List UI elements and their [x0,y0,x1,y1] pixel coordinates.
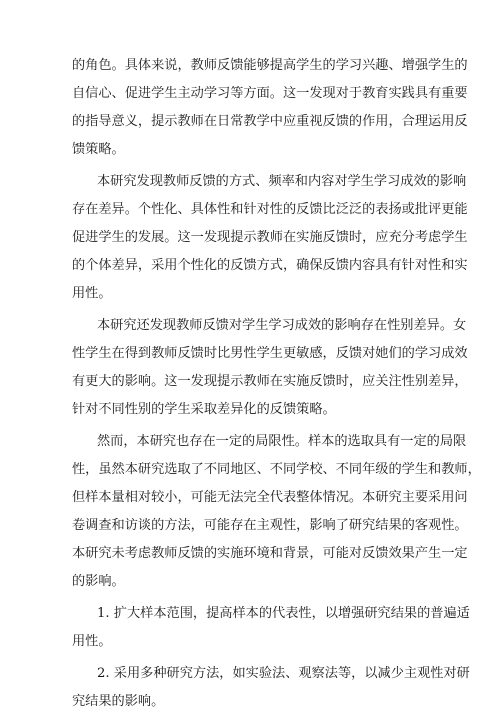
text-line: 的指导意义，提示教师在日常教学中应重视反馈的作用，合理运用反 [72,114,468,129]
text-line: 然而，本研究也存在一定的局限性。样本的选取具有一定的局限 [97,434,467,449]
text-line: 的个体差异，采用个性化的反馈方式，确保反馈内容具有针对性和实 [72,258,468,273]
text-line: 自信心、促进学生主动学习等方面。这一发现对于教育实践具有重要 [72,86,468,101]
text-line: 针对不同性别的学生采取差异化的反馈策略。 [72,402,336,417]
text-line: 1. 扩大样本范围，提高样本的代表性，以增强研究结果的普遍适 [97,606,470,621]
text-line: 性，虽然本研究选取了不同地区、不同学校、不同年级的学生和教师， [72,462,481,477]
text-line: 存在差异。个性化、具体性和针对性的反馈比泛泛的表扬或批评更能 [72,202,468,217]
text-line: 究结果的影响。 [72,694,165,709]
text-line: 本研究发现教师反馈的方式、频率和内容对学生学习成效的影响 [97,174,467,189]
text-line: 的影响。 [72,574,125,589]
text-line: 本研究未考虑教师反馈的实施环境和背景，可能对反馈效果产生一定 [72,546,468,561]
text-line: 2. 采用多种研究方法，如实验法、观察法等，以减少主观性对研 [97,666,470,681]
text-line: 卷调查和访谈的方法，可能存在主观性，影响了研究结果的客观性。 [72,518,468,533]
text-line: 促进学生的发展。这一发现提示教师在实施反馈时，应充分考虑学生 [72,230,468,245]
text-line: 性学生在得到教师反馈时比男性学生更敏感，反馈对她们的学习成效 [72,346,468,361]
text-line: 馈策略。 [72,142,125,157]
text-line: 用性。 [72,634,112,649]
text-line: 的角色。具体来说，教师反馈能够提高学生的学习兴趣、增强学生的 [72,58,468,73]
text-line: 本研究还发现教师反馈对学生学习成效的影响存在性别差异。女 [97,318,467,333]
text-line: 但样本量相对较小，可能无法完全代表整体情况。本研究主要采用问 [72,490,468,505]
text-line: 用性。 [72,286,112,301]
text-line: 有更大的影响。这一发现提示教师在实施反馈时，应关注性别差异， [72,374,468,389]
